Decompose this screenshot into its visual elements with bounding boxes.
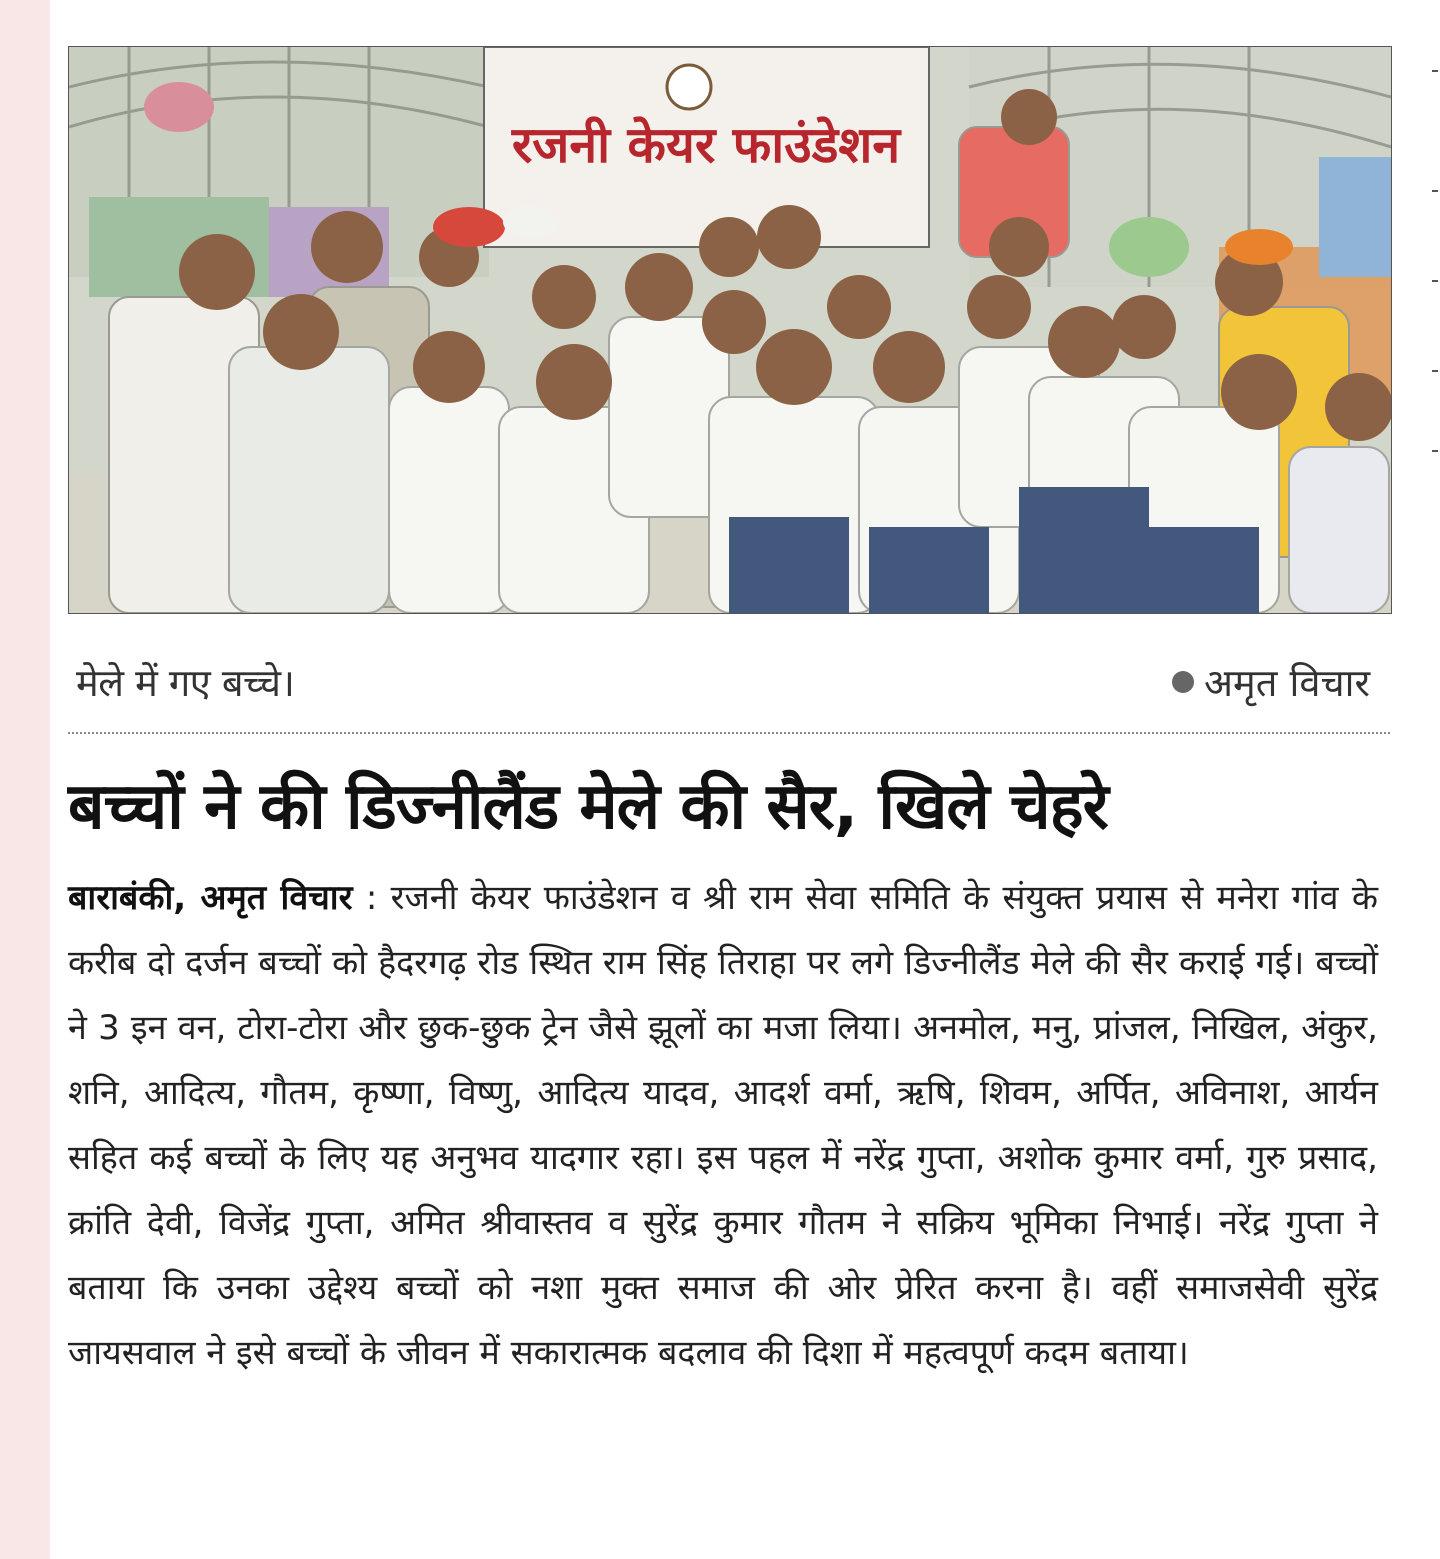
bullet-icon <box>1172 671 1194 693</box>
banner-text: रजनी केयर फाउंडेशन <box>511 116 901 174</box>
article-body <box>68 866 1378 1386</box>
photo-caption: मेले में गए बच्चे। <box>76 661 295 705</box>
dotted-divider <box>68 732 1390 734</box>
column-edge-marks <box>1426 0 1440 1559</box>
article-body-text: : रजनी केयर फाउंडेशन व श्री राम सेवा समिति के संयुक्त प्रयास से मनेरा गांव के करीब दो दर्जन बच्चों को हैदरगढ़ रोड स्थित राम सिंह तिराहा पर लगे डिज्नीलैंड मेले की सैर कराई गई। बच्चों ने 3 इन वन, टोरा-टोरा और छुक-छुक ट्रेन जैसे झूलों का मजा लिया। अनमोल, मनु, प्रांजल, निखिल, अंकुर, शनि, आदित्य, गौतम, कृष्णा, विष्णु, आदित्य यादव, आदर्श वर्मा, ऋषि, शिवम, अर्पित, अविनाश, आर्यन सहित कई बच्चों के लिए यह अनुभव यादगार रहा। इस पहल में नरेंद्र गुप्ता, अशोक कुमार वर्मा, गुरु प्रसाद, क्रांति देवी, विजेंद्र गुप्ता, अमित श्रीवास्तव व सुरेंद्र कुमार गौतम ने सक्रिय भूमिका निभाई। नरेंद्र गुप्ता ने बताया कि उनका उद्देश्य बच्चों को नशा मुक्त समाज की ओर प्रेरित करना है। वहीं समाजसेवी सुरेंद्र जायसवाल ने इसे बच्चों के जीवन में सकारात्मक बदलाव की दिशा में महत्वपूर्ण कदम बताया। <box>68 878 1378 1373</box>
photo-credit-text: अमृत विचार <box>1204 661 1370 705</box>
article-dateline: बाराबंकी, अमृत विचार <box>68 878 353 918</box>
article-headline: बच्चों ने की डिज्नीलैंड मेले की सैर, खिले चेहरे <box>68 770 1108 844</box>
photo-caption-row <box>68 648 1390 708</box>
news-photo <box>68 46 1392 614</box>
photo-credit <box>1172 656 1370 708</box>
page-margin-strip <box>0 0 50 1559</box>
